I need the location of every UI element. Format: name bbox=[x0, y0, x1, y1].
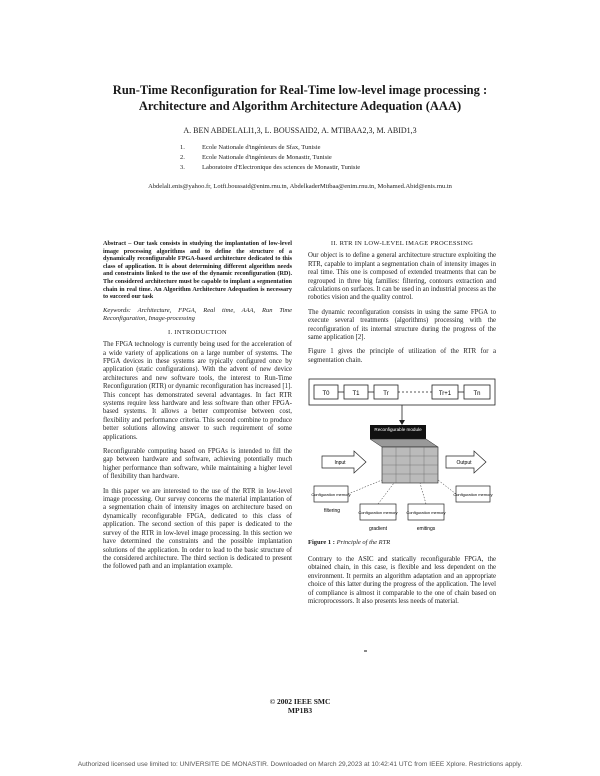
license-notice: Authorized licensed use limited to: UNIVERSITE DE MONASTIR. Downloaded on March 29,2023 at 10:42:41 UTC from IEEE Xplore. Restrictions apply. bbox=[77, 761, 523, 768]
abstract: Abstract – Our task consists in studying the implantation of low-level image processing algorithms and to define the structure of a dynamically reconfigurable FPGA-based architecture dedicated to this class of application. It is about determining different algorithm needs and constraints linked to the use of the dynamic reconfiguration (RD). The considered architecture must be capable to implant a segmentation chain in real time. An Algorithm Architecture Adequation is necessary to succeed our task bbox=[103, 240, 292, 301]
bottom-label-filtering: filtering bbox=[323, 508, 341, 514]
rtr-paragraph-4: Contrary to the ASIC and statically reconfigurable FPGA, the obtained chain, in this case, is flexible and less dependent on the environment. It permits an algorithm adaptation and an appropriate choice of this latter during the progress of the application. The level of compliance is almost it comparable to the one of chain based on microprocessors. It also presents less needs of material. bbox=[308, 556, 496, 606]
figure-1-diagram bbox=[308, 378, 496, 538]
right-column bbox=[308, 240, 496, 371]
bottom-label-emitings: emitings bbox=[416, 526, 436, 532]
config-memory-right-label: Configuration memory bbox=[453, 492, 493, 497]
intro-paragraph-3: In this paper we are interested to the use of the RTR in low-level image processing. Our survey concerns the material implantation of a segmentation chain of intensity images on architecture based on dynamically reconfigurable FPGA, dedicated to this class of application. The second section of this paper is dedicated to the survey of the RTR in low-level image processing. In this section we have determined the constraints and the possible implantation solutions of the application. In order to lead to the basic structure of the considered architecture. The third section is dedicated to present the followed path and an implantation example. bbox=[103, 487, 292, 571]
module-label: Reconfigurable module bbox=[374, 427, 422, 432]
stray-mark bbox=[364, 650, 367, 652]
rtr-paragraph-3: Figure 1 gives the principle of utilization of the RTR for a segmentation chain. bbox=[308, 348, 496, 364]
rtr-paragraph-1: Our object is to define a general architecture structure exploiting the RTR, capable to implant a segmentation chain of intensity images in real time. This one is composed of extended treatments that can be regrouped in three big families: filtering, contours extraction and calculations on surfaces. It can be used in an industrial process as the robotics vision and the quality control. bbox=[308, 252, 496, 302]
task-label-t1: T1 bbox=[352, 391, 360, 397]
intro-paragraph-1: The FPGA technology is currently being used for the acceleration of a wide variety of applications on a large number of systems. The FPGA devices in these systems are typically configured once by application (static configurations). With the advent of new device architectures and new software tools, the interest to Run-Time Reconfiguration (RTR) or dynamic reconfiguration has increased [1]. This concept has demonstrated several advantages. In fact RTR systems require less hardware and less software than other FPGA-based systems. It allows a better compromise between cost, flexibility and performance criteria. This second combine to produce better solutions allowing answer to such requirement of some applications. bbox=[103, 341, 292, 441]
rtr-paragraph-2: The dynamic reconfiguration consists in using the same FPGA to execute several treatments (algorithms) processing with the reconfiguration of its internal structure during the progress of the same application [2]. bbox=[308, 308, 496, 342]
author-emails: Abdelali.enis@yahoo.fr, Lotfi.boussaid@enim.rnu.tn, AbdelkaderMtibaa@enim.rnu.tn, Mohamed.Abid@enis.rnu.tn bbox=[148, 183, 452, 190]
section-1-heading: I. INTRODUCTION bbox=[167, 328, 228, 336]
config-memory-mid2-label: Configuration memory bbox=[406, 510, 446, 515]
affiliation-2: 2. Ecole Nationale d'ingénieurs de Monastir, Tunisie bbox=[180, 154, 332, 161]
task-boxes bbox=[314, 385, 490, 399]
affiliations bbox=[180, 143, 480, 173]
input-label: Input bbox=[334, 460, 346, 466]
intro-paragraph-2: Reconfigurable computing based on FPGAs is intended to fill the gap between hardware and software, achieving potentially much higher performance than software, while maintaining a higher level of flexibility than hardware. bbox=[103, 448, 292, 481]
config-memory-mid1-label: Configuration memory bbox=[358, 510, 398, 515]
paper-title: Run-Time Reconfiguration for Real-Time low-level image processing : Architecture and Algorithm Architecture Adequation (AAA) bbox=[112, 83, 488, 113]
output-arrow bbox=[446, 451, 486, 473]
task-label-t0: T0 bbox=[322, 391, 330, 397]
input-arrow bbox=[322, 451, 366, 473]
task-label-tn: Tn bbox=[473, 391, 481, 397]
right-column-bottom bbox=[308, 556, 496, 612]
authors: A. BEN ABDELALI1,3, L. BOUSSAID2, A. MTIBAA2,3, M. ABID1,3 bbox=[183, 126, 417, 135]
task-label-tr1: Tr+1 bbox=[438, 391, 452, 397]
figure-1-caption: Figure 1 : Principle of the RTR bbox=[308, 539, 391, 546]
affiliation-1: 1. Ecole Nationale d'ingénieurs de Sfax, Tunisie bbox=[180, 144, 321, 151]
footer: © 2002 IEEE SMC MP1B3 bbox=[269, 697, 331, 715]
section-2-heading: II. RTR IN LOW-LEVEL IMAGE PROCESSING bbox=[330, 240, 474, 247]
memory-boxes bbox=[311, 480, 492, 520]
task-label-tr: Tr bbox=[383, 391, 389, 397]
output-label: Output bbox=[456, 460, 472, 466]
left-column bbox=[103, 240, 292, 578]
keywords: Keywords: Architecture, FPGA, Real time, AAA, Run Time Reconfiguration, Image-processing bbox=[103, 306, 292, 322]
reconfigurable-module bbox=[370, 425, 438, 483]
config-memory-left-label: Configuration memory bbox=[311, 492, 351, 497]
bottom-label-gradient: gradient bbox=[368, 526, 388, 532]
affiliation-3: 3. Laboratoire d'Electronique des sciences de Monastir, Tunisie bbox=[180, 164, 361, 171]
